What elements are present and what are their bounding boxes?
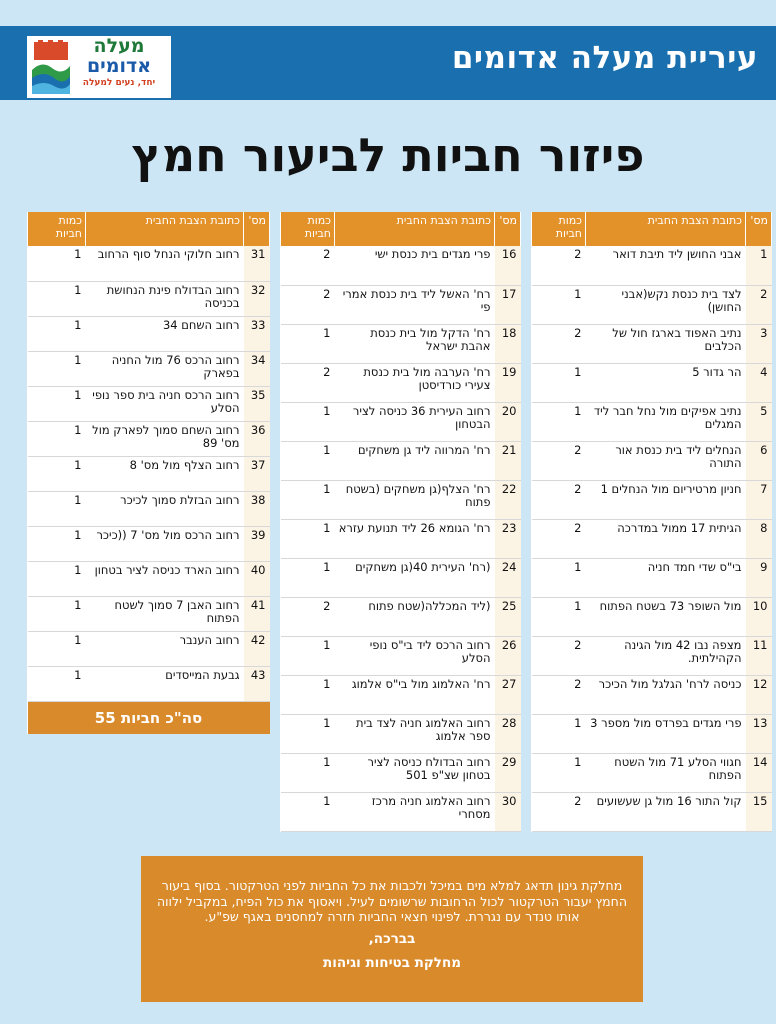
row-address: רח' הגומא 26 ליד תנועת עזרא [335, 519, 495, 558]
row-number: 29 [495, 753, 521, 792]
row-count: 1 [281, 675, 335, 714]
row-count: 2 [532, 246, 586, 285]
row-address: רח' הדקל מול בית כנסת אהבת ישראל [335, 324, 495, 363]
row-count: 2 [281, 363, 335, 402]
barrels-table-right [531, 212, 772, 832]
row-number: 28 [495, 714, 521, 753]
row-count: 1 [281, 324, 335, 363]
row-number: 15 [746, 792, 772, 831]
row-count: 1 [532, 597, 586, 636]
row-number: 16 [495, 246, 521, 285]
table-row [532, 285, 772, 324]
greeting: בברכה, [368, 930, 416, 947]
row-number: 6 [746, 441, 772, 480]
row-number: 24 [495, 558, 521, 597]
row-number: 40 [244, 561, 270, 596]
table-row [281, 753, 521, 792]
row-count: 1 [281, 402, 335, 441]
row-number: 31 [244, 246, 270, 281]
header-count: כמות חביות [532, 212, 586, 246]
table-row [281, 558, 521, 597]
table-row [28, 386, 270, 421]
row-number: 30 [495, 792, 521, 831]
table-row [281, 636, 521, 675]
table-row [532, 714, 772, 753]
row-count: 2 [281, 285, 335, 324]
table-row [28, 666, 270, 701]
row-count: 1 [28, 281, 86, 316]
table-row [28, 596, 270, 631]
row-number: 12 [746, 675, 772, 714]
table-row [28, 421, 270, 456]
row-address: נתיב האפוד בארגז חול של הכלבים [586, 324, 746, 363]
row-count: 1 [281, 636, 335, 675]
table-row [281, 324, 521, 363]
row-number: 19 [495, 363, 521, 402]
row-count: 2 [532, 324, 586, 363]
row-address: רחוב הרכס ליד בי"ס נופי הסלע [335, 636, 495, 675]
row-address: רחוב הצלף מול מס' 8 [86, 456, 244, 491]
row-number: 43 [244, 666, 270, 701]
row-count: 1 [28, 631, 86, 666]
table-row [532, 558, 772, 597]
row-count: 1 [281, 441, 335, 480]
row-address: רחוב הבזלת סמוך לכיכר [86, 491, 244, 526]
row-address: הר גדור 5 [586, 363, 746, 402]
municipality-title: עיריית מעלה אדומים [451, 40, 758, 76]
table-row [281, 480, 521, 519]
total-row [28, 701, 270, 734]
row-address: רחוב השחם סמוך לפארק מול מס' 89 [86, 421, 244, 456]
row-count: 1 [28, 561, 86, 596]
row-number: 2 [746, 285, 772, 324]
table-row [281, 675, 521, 714]
row-number: 13 [746, 714, 772, 753]
row-count: 1 [28, 246, 86, 281]
table-row [28, 631, 270, 666]
row-number: 39 [244, 526, 270, 561]
logo-tagline: יחד, נעים למעלה [82, 78, 156, 88]
row-address: רח' האשל ליד בית כנסת אמרי פי [335, 285, 495, 324]
row-number: 34 [244, 351, 270, 386]
row-address: רחוב הבדולח כניסה לציר בטחון שצ"פ 501 [335, 753, 495, 792]
table-row [28, 351, 270, 386]
row-number: 3 [746, 324, 772, 363]
row-count: 1 [28, 456, 86, 491]
table-row [28, 246, 270, 281]
row-address: רח' האלמוג מול בי"ס אלמוג [335, 675, 495, 714]
row-count: 2 [281, 597, 335, 636]
header-count: כמות חביות [281, 212, 335, 246]
table-row [281, 402, 521, 441]
header-address: כתובת הצבת החבית [586, 212, 746, 246]
row-count: 1 [281, 519, 335, 558]
row-address: רחוב הענבר [86, 631, 244, 666]
row-address: חגווי הסלע 71 מול השטח הפתוח [586, 753, 746, 792]
row-address: נתיב אפיקים מול נחל חבר ליד המגלים [586, 402, 746, 441]
row-count: 2 [532, 480, 586, 519]
table-row [281, 792, 521, 831]
row-address: חניון מרטיריום מול הנחלים 1 [586, 480, 746, 519]
row-address: פרי מגדים בפרדס מול מספר 3 [586, 714, 746, 753]
table-row [532, 519, 772, 558]
row-number: 20 [495, 402, 521, 441]
row-count: 1 [28, 491, 86, 526]
row-address: (רח' העירית 40(גן משחקים [335, 558, 495, 597]
row-count: 2 [532, 792, 586, 831]
table-row [281, 246, 521, 285]
row-count: 1 [281, 753, 335, 792]
row-address: הנחלים ליד בית כנסת אור התורה [586, 441, 746, 480]
row-number: 8 [746, 519, 772, 558]
row-address: רחוב הבדולח פינת הנחושת בכניסה [86, 281, 244, 316]
row-address: מצפה נבו 42 מול הגינה הקהילתית. [586, 636, 746, 675]
header-num: מס' [244, 212, 270, 246]
row-number: 1 [746, 246, 772, 285]
row-address: גבעת המייסדים [86, 666, 244, 701]
table-row [281, 363, 521, 402]
logo-emblem-icon [30, 40, 72, 94]
row-address: הגיתית 17 ממול במדרכה [586, 519, 746, 558]
row-number: 9 [746, 558, 772, 597]
row-address: רחוב העירית 36 כניסה לציר הבטחון [335, 402, 495, 441]
row-address: קול התור 16 מול גן שעשועים [586, 792, 746, 831]
table-row [281, 441, 521, 480]
row-count: 1 [532, 753, 586, 792]
table-row [532, 636, 772, 675]
row-address: (ליד המכללה(שטח פתוח [335, 597, 495, 636]
table-header-row [532, 212, 772, 246]
row-count: 1 [28, 316, 86, 351]
row-count: 1 [281, 792, 335, 831]
table-row [281, 597, 521, 636]
row-number: 36 [244, 421, 270, 456]
table-row [532, 324, 772, 363]
row-count: 1 [281, 480, 335, 519]
row-count: 2 [532, 519, 586, 558]
row-address: כניסה לרח' הגלגל מול הכיכר [586, 675, 746, 714]
row-address: מול השופר 73 בשטח הפתוח [586, 597, 746, 636]
row-number: 35 [244, 386, 270, 421]
signature: מחלקת בטיחות וגיהות [322, 954, 462, 971]
table-row [281, 519, 521, 558]
row-number: 7 [746, 480, 772, 519]
row-number: 14 [746, 753, 772, 792]
row-number: 25 [495, 597, 521, 636]
row-count: 1 [532, 714, 586, 753]
instructions-text: מחלקת גינון תדאג למלא מים במיכל ולכבות את כל החביות לפני הטרקטור. בסוף ביעור החמץ יעבור הטרקטור לכול הרחובות שרשומים לעיל. ויאסוף את כול הפיח, במקביל ילווה אותו טנדר עם נגררת. לפינוי חצאי החביות חזרה למחסנים באגף שפ"ע. [156, 878, 627, 925]
header-num: מס' [495, 212, 521, 246]
row-address: בי"ס שדי חמד חניה [586, 558, 746, 597]
row-number: 42 [244, 631, 270, 666]
table-row [532, 363, 772, 402]
header-count: כמות חביות [28, 212, 86, 246]
row-count: 1 [532, 558, 586, 597]
table-header-row [28, 212, 270, 246]
row-number: 26 [495, 636, 521, 675]
row-count: 1 [28, 351, 86, 386]
row-number: 22 [495, 480, 521, 519]
total-barrels: סה"כ חביות 55 [28, 701, 270, 734]
header-address: כתובת הצבת החבית [335, 212, 495, 246]
table-row [28, 491, 270, 526]
row-count: 2 [532, 636, 586, 675]
row-number: 32 [244, 281, 270, 316]
row-address: רח' הצלף(גן משחקים (בשטח פתוח [335, 480, 495, 519]
row-address: רחוב האלמוג חניה מרכז מסחרי [335, 792, 495, 831]
table-row [28, 456, 270, 491]
table-row [532, 753, 772, 792]
row-count: 1 [281, 558, 335, 597]
table-row [532, 792, 772, 831]
row-count: 1 [532, 402, 586, 441]
row-count: 1 [532, 363, 586, 402]
row-count: 1 [28, 526, 86, 561]
header-address: כתובת הצבת החבית [86, 212, 244, 246]
row-count: 2 [532, 675, 586, 714]
row-address: רחוב חלוקי הנחל סוף הרחוב [86, 246, 244, 281]
row-count: 2 [281, 246, 335, 285]
row-address: רחוב האבן 7 סמוך לשטח הפתוח [86, 596, 244, 631]
table-header-row [281, 212, 521, 246]
row-address: רחוב האלמוג חניה לצד בית ספר אלמוג [335, 714, 495, 753]
table-row [28, 561, 270, 596]
row-number: 4 [746, 363, 772, 402]
row-count: 1 [28, 596, 86, 631]
row-count: 1 [28, 386, 86, 421]
table-row [532, 480, 772, 519]
row-address: רח' הערבה מול בית כנסת צעירי כורדיסטן [335, 363, 495, 402]
row-number: 27 [495, 675, 521, 714]
row-count: 1 [28, 666, 86, 701]
table-row [532, 597, 772, 636]
row-address: רחוב הארד כניסה לציר בטחון [86, 561, 244, 596]
table-row [532, 402, 772, 441]
municipality-logo [27, 36, 171, 98]
table-row [28, 526, 270, 561]
table-row [28, 281, 270, 316]
row-number: 11 [746, 636, 772, 675]
table-row [532, 441, 772, 480]
row-number: 10 [746, 597, 772, 636]
row-number: 41 [244, 596, 270, 631]
header-num: מס' [746, 212, 772, 246]
row-address: פרי מגדים בית כנסת ישי [335, 246, 495, 285]
table-row [532, 246, 772, 285]
row-address: רחוב השחם 34 [86, 316, 244, 351]
page-title: פיזור חביות לביעור חמץ [131, 128, 645, 182]
row-address: לצד בית כנסת נקש(אבני החושן) [586, 285, 746, 324]
logo-text-bottom: אדומים [86, 55, 152, 77]
row-address: רח' המרווה ליד גן משחקים [335, 441, 495, 480]
row-count: 1 [532, 285, 586, 324]
table-row [281, 714, 521, 753]
row-number: 38 [244, 491, 270, 526]
barrels-table-left [27, 212, 270, 734]
row-address: רחוב הרכס מול מס' 7 ((כיכר [86, 526, 244, 561]
row-number: 18 [495, 324, 521, 363]
row-address: אבני החושן ליד תיבת דואר [586, 246, 746, 285]
row-count: 2 [532, 441, 586, 480]
table-row [532, 675, 772, 714]
row-number: 37 [244, 456, 270, 491]
row-number: 5 [746, 402, 772, 441]
row-number: 23 [495, 519, 521, 558]
barrels-table-middle [280, 212, 521, 832]
row-address: רחוב הרכס חניה בית ספר נופי הסלע [86, 386, 244, 421]
row-number: 33 [244, 316, 270, 351]
table-row [281, 285, 521, 324]
row-count: 1 [281, 714, 335, 753]
logo-text-top: מעלה [93, 35, 145, 57]
instructions-box [141, 856, 643, 1002]
row-count: 1 [28, 421, 86, 456]
table-row [28, 316, 270, 351]
row-number: 17 [495, 285, 521, 324]
row-address: רחוב הרכס 76 מול החניה בפארק [86, 351, 244, 386]
row-number: 21 [495, 441, 521, 480]
